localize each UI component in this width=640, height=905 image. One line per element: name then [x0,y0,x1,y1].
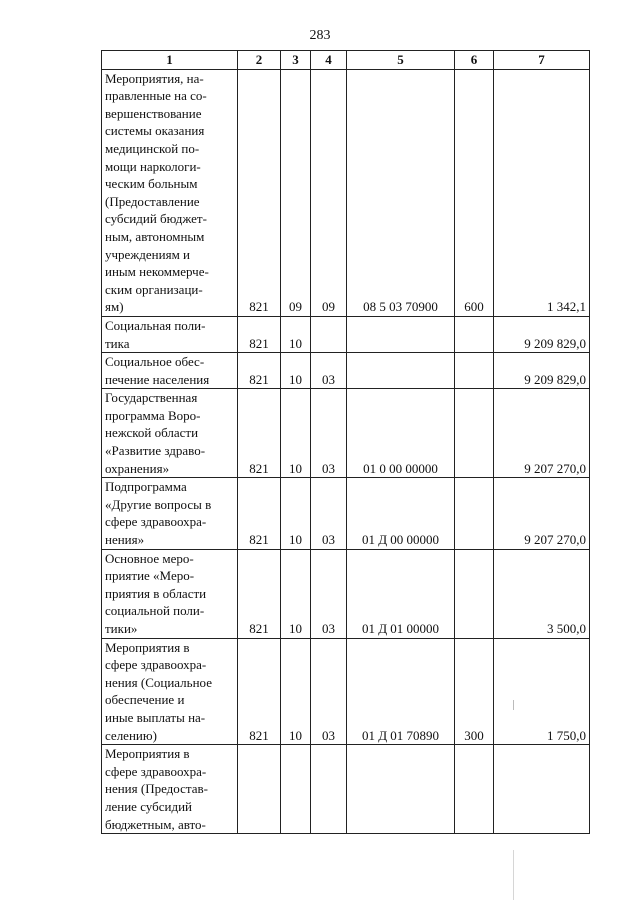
cell-amount: 9 207 270,0 [494,478,590,549]
name-line: Государственная [105,390,198,406]
column-header: 4 [311,51,347,70]
cell-name [102,316,238,352]
name-line: «Развитие здраво- [105,443,206,459]
cell-expense-type [455,353,494,389]
name-line: вершенствование [105,105,202,121]
cell-name [102,69,238,316]
cell-name [102,353,238,389]
table-row [102,478,590,549]
cell-code: 821 [238,353,281,389]
table-row [102,389,590,478]
name-line: «Другие вопросы в [105,496,212,512]
budget-table [101,50,590,834]
table-body [102,69,590,834]
cell-name [102,478,238,549]
name-line: ческим больным [105,176,198,192]
name-line: нения (Предостав- [105,781,208,797]
table-row [102,549,590,638]
cell-subsection: 03 [311,389,347,478]
name-line: Мероприятия, на- [105,70,204,86]
name-line: (Предоставление [105,193,200,209]
cell-code: 821 [238,549,281,638]
table-row [102,316,590,352]
name-line: ским организаци- [105,281,203,297]
table-row [102,638,590,745]
cell-subsection: 03 [311,478,347,549]
cell-target-article: 08 5 03 70900 [347,69,455,316]
scan-artifact [513,700,514,710]
cell-amount: 3 500,0 [494,549,590,638]
cell-expense-type: 600 [455,69,494,316]
name-line: охранения» [105,460,170,476]
cell-amount: 9 209 829,0 [494,353,590,389]
cell-amount: 9 209 829,0 [494,316,590,352]
header-row [102,51,590,70]
cell-section [281,745,311,834]
name-line: системы оказания [105,123,205,139]
name-line: сфере здравоохра- [105,514,207,530]
name-line: приятие «Меро- [105,568,195,584]
cell-amount: 1 342,1 [494,69,590,316]
cell-code: 821 [238,478,281,549]
cell-subsection: 03 [311,549,347,638]
column-header: 2 [238,51,281,70]
name-line: правленные на со- [105,88,207,104]
name-line: Основное меро- [105,550,194,566]
name-line: мощи наркологи- [105,158,201,174]
cell-section: 10 [281,389,311,478]
column-header: 7 [494,51,590,70]
cell-section: 10 [281,316,311,352]
name-line: тики» [105,621,138,636]
name-line: обеспечение и [105,692,185,708]
cell-code: 821 [238,316,281,352]
cell-code: 821 [238,638,281,745]
cell-code: 821 [238,69,281,316]
name-line: социальной поли- [105,603,205,619]
cell-expense-type: 300 [455,638,494,745]
name-line: программа Воро- [105,407,201,423]
name-line: приятия в области [105,585,207,601]
name-line: ление субсидий [105,798,192,814]
name-line: иные выплаты на- [105,709,206,725]
cell-name [102,745,238,834]
name-line: тика [105,335,130,351]
table-row [102,353,590,389]
cell-subsection: 03 [311,353,347,389]
cell-section: 10 [281,638,311,745]
cell-name [102,389,238,478]
name-line: ным, автономным [105,228,205,244]
cell-subsection: 09 [311,69,347,316]
cell-subsection: 03 [311,638,347,745]
column-header: 3 [281,51,311,70]
name-line: селению) [105,727,157,743]
name-line: Социальное обес- [105,354,205,370]
cell-amount: 1 750,0 [494,638,590,745]
name-line: иным некоммерче- [105,264,209,280]
name-line: сфере здравоохра- [105,657,207,673]
cell-expense-type [455,478,494,549]
name-line: нения» [105,532,145,548]
cell-amount [494,745,590,834]
cell-expense-type [455,389,494,478]
name-line: печение населения [105,371,210,387]
name-line: сфере здравоохра- [105,763,207,779]
cell-target-article: 01 Д 01 00000 [347,549,455,638]
cell-section: 10 [281,353,311,389]
column-header: 5 [347,51,455,70]
name-line: Мероприятия в [105,639,190,655]
cell-name [102,638,238,745]
cell-code [238,745,281,834]
cell-target-article: 01 Д 00 00000 [347,478,455,549]
cell-target-article [347,745,455,834]
scan-artifact [513,850,514,900]
table-row [102,745,590,834]
column-header: 1 [102,51,238,70]
cell-expense-type [455,316,494,352]
cell-subsection [311,745,347,834]
cell-amount: 9 207 270,0 [494,389,590,478]
name-line: учреждениям и [105,246,191,262]
name-line: нежской области [105,425,199,441]
cell-name [102,549,238,638]
page-number: 283 [309,28,331,43]
cell-target-article: 01 Д 01 70890 [347,638,455,745]
cell-section: 09 [281,69,311,316]
cell-target-article [347,316,455,352]
cell-section: 10 [281,549,311,638]
cell-section: 10 [281,478,311,549]
cell-expense-type [455,549,494,638]
cell-expense-type [455,745,494,834]
name-line: Подпрограмма [105,479,187,495]
name-line: Социальная поли- [105,317,206,333]
name-line: медицинской по- [105,140,200,156]
table-row [102,69,590,316]
name-line: бюджетным, авто- [105,816,206,832]
name-line: нения (Социальное [105,674,212,690]
cell-target-article [347,353,455,389]
name-line: субсидий бюджет- [105,211,207,227]
name-line: Мероприятия в [105,746,190,762]
cell-code: 821 [238,389,281,478]
cell-subsection [311,316,347,352]
column-header: 6 [455,51,494,70]
cell-target-article: 01 0 00 00000 [347,389,455,478]
name-line: ям) [105,299,124,315]
